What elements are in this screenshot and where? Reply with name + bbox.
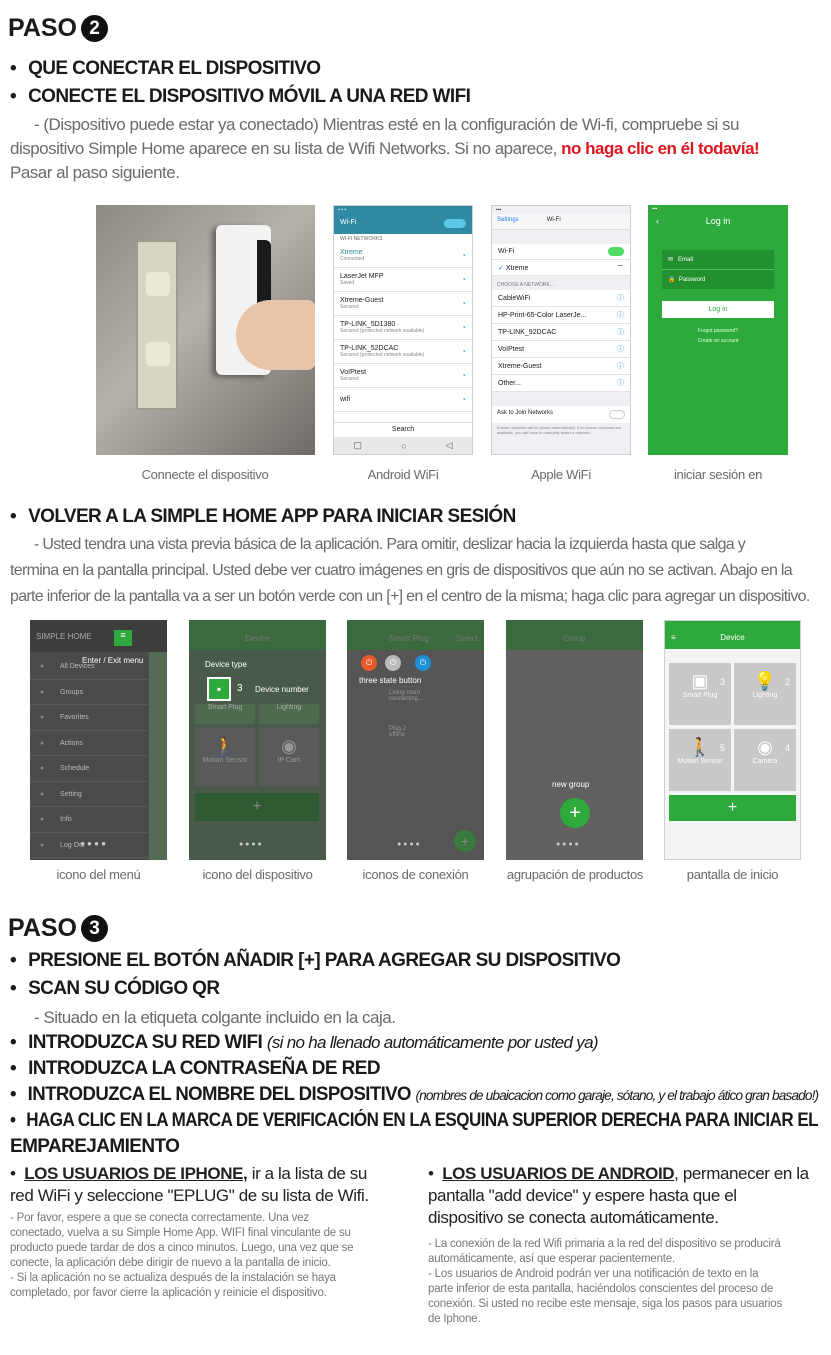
wifi-signal-icon: ◔ [461, 395, 466, 404]
menu-item-label: Setting [60, 790, 82, 798]
para-line: - (Dispositivo puede estar ya conectado) Mientras esté en la configuración de Wi-fi, compruebe si su [34, 115, 739, 134]
para-line: Pasar al paso siguiente. [10, 163, 180, 182]
tile-label: Lighting [276, 704, 302, 711]
group-screenshot [506, 620, 643, 860]
bullet-text: INTRODUZCA EL NOMBRE DEL DISPOSITIVO [27, 1084, 416, 1105]
apple-network-row[interactable] [492, 375, 630, 392]
back-icon[interactable]: ‹ [656, 216, 659, 226]
menu-item-icon: ● [40, 739, 45, 747]
apple-network-list [492, 290, 630, 392]
para-line: - Usted tendra una vista previa básica de la aplicación. Para omitir, deslizar hacia la izquierda hasta que salga y [34, 536, 746, 553]
tile-label: Smart Plug [207, 704, 243, 711]
menu-item-label: Favorites [60, 714, 89, 721]
android-line-2: pantalla "add device" y espere hasta que el [428, 1186, 737, 1205]
fab-add[interactable]: + [454, 830, 476, 852]
network-name: LaserJet MFP [340, 273, 384, 280]
iphone-title: LOS USUARIOS DE IPHONE, [24, 1164, 248, 1183]
menu-toggle-button[interactable]: ≡ [114, 630, 132, 646]
apple-wifi-screenshot [491, 205, 631, 455]
conn-row-1[interactable] [357, 690, 477, 726]
wifi-signal-icon: ◔ [461, 275, 466, 284]
tile-count: 4 [784, 743, 790, 753]
para-text: dispositivo Simple Home aparece en su lista de Wifi Networks. Si no aparece, [10, 139, 562, 158]
menu-item-icon: ● [40, 841, 45, 849]
page-dots: ● ● ● ● [80, 839, 106, 848]
note-line: - Por favor, espere a que se conecta correctamente. Una vez [10, 1212, 309, 1224]
menu-item-label: Log Out [60, 841, 85, 849]
step2-bullet-wifi [10, 86, 470, 108]
network-status: Secured [340, 376, 359, 382]
network-status: Connected [340, 256, 365, 262]
step2-paragraph [10, 113, 825, 185]
info-icon[interactable]: ⓘ [617, 329, 624, 336]
wall-plate [136, 240, 178, 410]
note-line: completado, por favor cierre la aplicación y reinicie el dispositivo. [10, 1287, 327, 1299]
network-status: Secured [340, 304, 359, 310]
note-line: de Iphone. [428, 1313, 481, 1325]
conn-row-2[interactable] [357, 726, 477, 762]
network-name: Xtreme-Guest [498, 362, 542, 370]
note-line: - Si la aplicación no se actualiza después de la instalación se haya [10, 1272, 336, 1284]
plug-icon: ▪ [207, 677, 231, 701]
menu-item[interactable] [30, 731, 148, 757]
hand [236, 300, 315, 370]
tile-label: Camera [752, 758, 778, 765]
android-instructions [428, 1163, 828, 1229]
status-bar: ▪▪▪ [496, 207, 502, 213]
mail-icon: ✉ [668, 257, 674, 263]
bullet-text: QUE CONECTAR EL DISPOSITIVO [28, 58, 321, 79]
search-button[interactable]: Search [334, 422, 472, 436]
wifi-icon: ⌔ [616, 262, 624, 272]
row-name: Plug 2 [389, 726, 407, 732]
row-status: connecting... [389, 696, 424, 702]
step2-paragraph-2 [10, 532, 830, 610]
network-name: Xtreme-Guest [340, 297, 384, 304]
state-off-icon[interactable]: ⏻ [361, 655, 377, 671]
iphone-notes [10, 1211, 405, 1301]
home-add-button[interactable]: + [669, 795, 796, 821]
note-line: automáticamente, así que esperar pacientemente. [428, 1253, 675, 1265]
iphone-line-1: • LOS USUARIOS DE IPHONE, ir a la lista de su [10, 1164, 367, 1183]
menu-right-strip [149, 652, 167, 860]
note-line: conecte, la aplicación debe dirigir de nuevo a la pantalla de inicio. [10, 1257, 331, 1269]
brand-text: SIMPLE HOME [36, 632, 92, 641]
home-header [665, 621, 800, 649]
state-on-icon[interactable]: ⏻ [415, 655, 431, 671]
step2-bullet-login [10, 506, 516, 528]
ask-label: Ask to Join Networks [497, 410, 554, 416]
camera-icon: ◉ [757, 737, 773, 757]
menu-icon[interactable]: ≡ [671, 633, 676, 642]
menu-item[interactable] [30, 782, 148, 808]
android-network-row[interactable] [334, 316, 472, 340]
menu-item-label: Schedule [60, 765, 90, 772]
network-name: VoIPtest [498, 345, 525, 353]
menu-list [30, 654, 148, 858]
bulb-icon: 💡 [753, 671, 777, 691]
step3-label: PASO [8, 914, 77, 942]
device-screenshot [189, 620, 326, 860]
para-line: termina en la pantalla principal. Usted debe ver cuatro imágenes en gris de dispositivos que aún no se activan. Abajo en la [10, 562, 792, 579]
check-icon: ✓ [498, 264, 504, 272]
password-placeholder: Password [678, 277, 706, 283]
caption-login: iniciar sesión en [673, 467, 763, 482]
note-line: - La conexión de la red Wifi primaria a la red del dispositivo se producirá [428, 1238, 781, 1250]
iphone-line-2: red WiFi y seleccione "EPLUG" de su lista de Wifi. [10, 1186, 369, 1205]
menu-item-icon: ● [40, 663, 45, 670]
android-line-3: dispositivo se conecta automáticamente. [428, 1208, 719, 1227]
select-link[interactable]: Select [455, 634, 478, 643]
recent-icon[interactable]: ▢ [353, 440, 363, 450]
conn-header [347, 620, 484, 650]
connected-row[interactable] [492, 260, 630, 276]
network-name: HP-Print-65-Color LaserJe... [498, 311, 587, 319]
home-tile-camera[interactable] [734, 729, 796, 791]
ask-join-row[interactable] [492, 406, 630, 423]
wifi-label: Wi-Fi [498, 248, 515, 255]
page-dots: ● ● ● ● [239, 841, 262, 848]
login-button[interactable]: Log in [662, 301, 774, 318]
apple-header [492, 214, 630, 230]
login-header [648, 213, 788, 234]
connection-screenshot [347, 620, 484, 860]
networks-section: WI-FI NETWORKS [340, 236, 383, 242]
note-line: - Los usuarios de Android podrán ver una notificación de texto en la [428, 1268, 759, 1280]
bullet-text: VOLVER A LA SIMPLE HOME APP PARA INICIAR SESIÓN [28, 506, 516, 527]
tile-count: 5 [719, 743, 725, 753]
note-line: producto puede tardar de dos a cinco minutos. Luego, una vez que se [10, 1242, 354, 1254]
android-title: LOS USUARIOS DE ANDROID [442, 1164, 675, 1183]
info-icon[interactable]: ⓘ [617, 346, 624, 353]
info-icon[interactable]: ⓘ [617, 363, 624, 370]
menu-item-label: All Devices [60, 663, 95, 670]
network-name: CableWiFi [498, 294, 531, 302]
forgot-password-link[interactable]: Forgot password? [697, 328, 739, 334]
wifi-signal-icon: ◔ [461, 371, 466, 380]
android-line-1: • LOS USUARIOS DE ANDROID, permanecer en la [428, 1164, 809, 1183]
android-title: Wi-Fi [340, 219, 357, 226]
network-name: Xtreme [340, 249, 363, 256]
network-name: TP-LINK_5D1380 [340, 321, 396, 328]
network-name: Other... [498, 379, 521, 387]
android-wifi-screenshot [333, 205, 473, 455]
motion-icon: 🚶 [213, 736, 237, 756]
iphone-instructions [10, 1163, 405, 1207]
state-mid-icon[interactable]: ⏻ [385, 655, 401, 671]
caption-home: pantalla de inicio [686, 867, 779, 882]
tile-label: Smart Plug [682, 692, 718, 699]
new-group-button[interactable]: + [560, 798, 590, 828]
wifi-toggle-row[interactable] [492, 244, 630, 260]
android-network-row[interactable] [334, 268, 472, 292]
network-name: wifi [340, 396, 351, 403]
tile-label: Lighting [752, 692, 778, 699]
apple-network-row[interactable] [492, 324, 630, 341]
para-line: parte inferior de la pantalla va a ser un botón verde con un [+] en el centro de la misma; haga clic para agregar un dispositivo. [10, 588, 810, 605]
create-account-link[interactable]: Create an account [697, 338, 739, 344]
step3-bullet-scan [10, 978, 220, 1000]
step3-bullet-checkmark [10, 1110, 818, 1132]
android-notes [428, 1237, 828, 1327]
menu-item-label: Actions [60, 739, 83, 747]
caption-device-icon: icono del dispositivo [202, 867, 313, 882]
menu-item[interactable] [30, 680, 148, 706]
home-screenshot [664, 620, 801, 860]
android-network-row[interactable] [334, 340, 472, 364]
step3-bullet-add [10, 950, 620, 972]
step2-heading [8, 14, 108, 43]
group-header: Group [506, 620, 643, 650]
menu-item[interactable] [30, 807, 148, 833]
caption-group: agrupación de productos [506, 867, 644, 882]
network-name: VoIPtest [340, 369, 367, 376]
menu-item-label: Info [60, 816, 72, 823]
home-tile-smart-plug[interactable] [669, 663, 731, 725]
bullet-text: SCAN SU CÓDIGO QR [28, 978, 220, 999]
page-dots: ● ● ● ● [556, 841, 579, 848]
plug-icon: ▣ [691, 671, 709, 691]
step3-checkmark-line2: EMPAREJAMIENTO [10, 1136, 180, 1157]
row-name: Living room [389, 690, 421, 696]
step2-number: 2 [81, 15, 108, 42]
info-icon[interactable]: ⓘ [617, 380, 624, 387]
wifi-signal-icon: ◔ [461, 251, 466, 260]
back-link[interactable]: Settings [497, 217, 519, 223]
tile-motion[interactable] [195, 728, 255, 786]
step3-bullet-name [10, 1084, 818, 1106]
tile-lighting[interactable] [259, 704, 319, 724]
network-name: TP-LINK_52DCAC [340, 345, 399, 352]
caption-apple: Apple WiFi [531, 467, 591, 482]
bullet-text: INTRODUZCA LA CONTRASEÑA DE RED [28, 1058, 380, 1079]
step3-scan-sub: - Situado en la etiqueta colgante incluido en la caja. [34, 1008, 396, 1027]
bullet-text: CONECTE EL DISPOSITIVO MÓVIL A UNA RED WIFI [28, 86, 471, 107]
step2-label: PASO [8, 14, 77, 42]
connected-name: Xtreme [505, 264, 529, 272]
menu-item[interactable] [30, 654, 148, 680]
menu-item-icon: ● [40, 790, 45, 798]
menu-screenshot [30, 620, 167, 860]
home-tile-lighting[interactable] [734, 663, 796, 725]
info-icon[interactable]: ⓘ [617, 312, 624, 319]
note-line: parte inferior de esta pantalla, haciéndolos conscientes del proceso de [428, 1283, 774, 1295]
wifi-toggle[interactable] [608, 247, 624, 256]
network-status: Secured (protected network available) [340, 328, 425, 334]
device-type-label: Device type [205, 660, 247, 669]
step3-heading [8, 914, 108, 943]
apple-network-row[interactable] [492, 341, 630, 358]
android-network-row[interactable] [334, 364, 472, 388]
three-state-label: three state button [359, 676, 422, 685]
apple-network-row[interactable] [492, 358, 630, 375]
nav-bar [334, 437, 472, 454]
menu-item-icon: ● [40, 688, 45, 696]
home-title: Device [720, 633, 745, 642]
para-line [10, 137, 825, 161]
android-text: , permanecer en la [674, 1164, 809, 1183]
device-header: Device [189, 620, 326, 650]
caption-device: Connecte el dispositivo [141, 467, 269, 482]
device-photo [96, 205, 315, 455]
network-status: Saved [340, 280, 355, 286]
bullet-note: (nombres de ubaicacion como garaje, sótano, y el trabajo ático gran basado!) [415, 1087, 819, 1103]
conn-title: Smart Plug [389, 634, 429, 643]
add-bar[interactable]: + [195, 793, 319, 821]
menu-brand [30, 620, 167, 652]
menu-item-icon: ● [40, 765, 45, 772]
step3-bullet-password [10, 1058, 380, 1080]
status-bar: ▪ ▪ ▪ [334, 206, 472, 214]
new-group-label: new group [552, 780, 590, 789]
login-title: Log in [705, 216, 731, 226]
menu-item-icon: ● [40, 816, 45, 823]
wifi-signal-icon: ◔ [461, 323, 466, 332]
android-header [334, 214, 472, 234]
page-dots: ● ● ● ● [397, 841, 420, 848]
apple-network-row[interactable] [492, 290, 630, 307]
menu-item-label: Groups [60, 688, 83, 696]
email-field[interactable] [662, 250, 774, 270]
iphone-text: ir a la lista de su [247, 1164, 367, 1183]
choose-network: CHOOSE A NETWORK... [497, 282, 554, 288]
password-field[interactable] [662, 270, 774, 289]
warning-text: no haga clic en él todavía! [561, 139, 760, 158]
caption-android: Android WiFi [367, 467, 439, 482]
lock-icon: 🔒 [668, 277, 676, 283]
home-icon[interactable]: ○ [401, 440, 407, 451]
tile-smart-plug[interactable] [195, 704, 255, 724]
login-screenshot [648, 205, 788, 455]
bullet-text: INTRODUZCA SU RED WIFI [28, 1032, 267, 1053]
device-number-label: Device number [255, 685, 309, 694]
android-network-row[interactable] [334, 244, 472, 268]
device-count: 3 [237, 683, 243, 694]
tile-label: Motion Sensor [202, 757, 248, 764]
row-status: offline [389, 732, 405, 738]
android-network-row[interactable] [334, 292, 472, 316]
menu-item[interactable] [30, 756, 148, 782]
toggle-icon [444, 219, 466, 228]
step3-number: 3 [81, 915, 108, 942]
note-line: conectado, vuelva a su Simple Home App. WIFI final vinculante de su [10, 1227, 351, 1239]
tile-ipcam[interactable] [259, 728, 319, 786]
menu-tip: Enter / Exit menu [82, 656, 144, 665]
wifi-signal-icon: ◔ [461, 347, 466, 356]
apple-title: Wi-Fi [546, 217, 561, 223]
tile-count: 2 [784, 677, 790, 687]
state-buttons [361, 655, 431, 671]
home-tile-motion-sensor[interactable] [669, 729, 731, 791]
camera-icon: ◉ [281, 736, 297, 756]
caption-menu: icono del menú [56, 867, 141, 882]
ask-toggle[interactable] [609, 410, 625, 419]
caption-connection: iconos de conexión [362, 867, 469, 882]
bullet-text: HAGA CLIC EN LA MARCA DE VERIFICACIÓN EN LA ESQUINA SUPERIOR DERECHA PARA INICIAR EL [26, 1110, 819, 1131]
note-line: conexión. Si usted no recibe este mensaje, siga los pasos para usuarios [428, 1298, 783, 1310]
status-bar: ▪▪▪ [652, 206, 658, 212]
info-icon[interactable]: ⓘ [617, 295, 624, 302]
network-name: TP-LINK_92DCAC [498, 328, 557, 336]
menu-item-icon: ● [40, 714, 45, 721]
ask-note: Known networks will be joined automatically. If no known networks are available, you will have to manually select a network. [497, 425, 622, 435]
motion-icon: 🚶 [688, 737, 712, 757]
email-placeholder: Email [678, 257, 694, 263]
step3-bullet-wifi [10, 1032, 598, 1054]
tile-label: IP Cam [277, 757, 301, 764]
network-status: Secured (protected network available) [340, 352, 425, 358]
bullet-note: (si no ha llenado automáticamente por usted ya) [266, 1033, 598, 1052]
tile-count: 3 [719, 677, 725, 687]
back-icon[interactable]: ◁ [445, 440, 453, 450]
apple-network-row[interactable] [492, 307, 630, 324]
bullet-text: PRESIONE EL BOTÓN AÑADIR [+] PARA AGREGAR SU DISPOSITIVO [28, 950, 621, 971]
step2-bullet-connect [10, 58, 320, 80]
android-network-row[interactable] [334, 388, 472, 412]
menu-item[interactable] [30, 705, 148, 731]
tile-label: Motion Sensor [677, 758, 723, 765]
wifi-signal-icon: ◔ [461, 299, 466, 308]
android-network-list [334, 244, 472, 412]
